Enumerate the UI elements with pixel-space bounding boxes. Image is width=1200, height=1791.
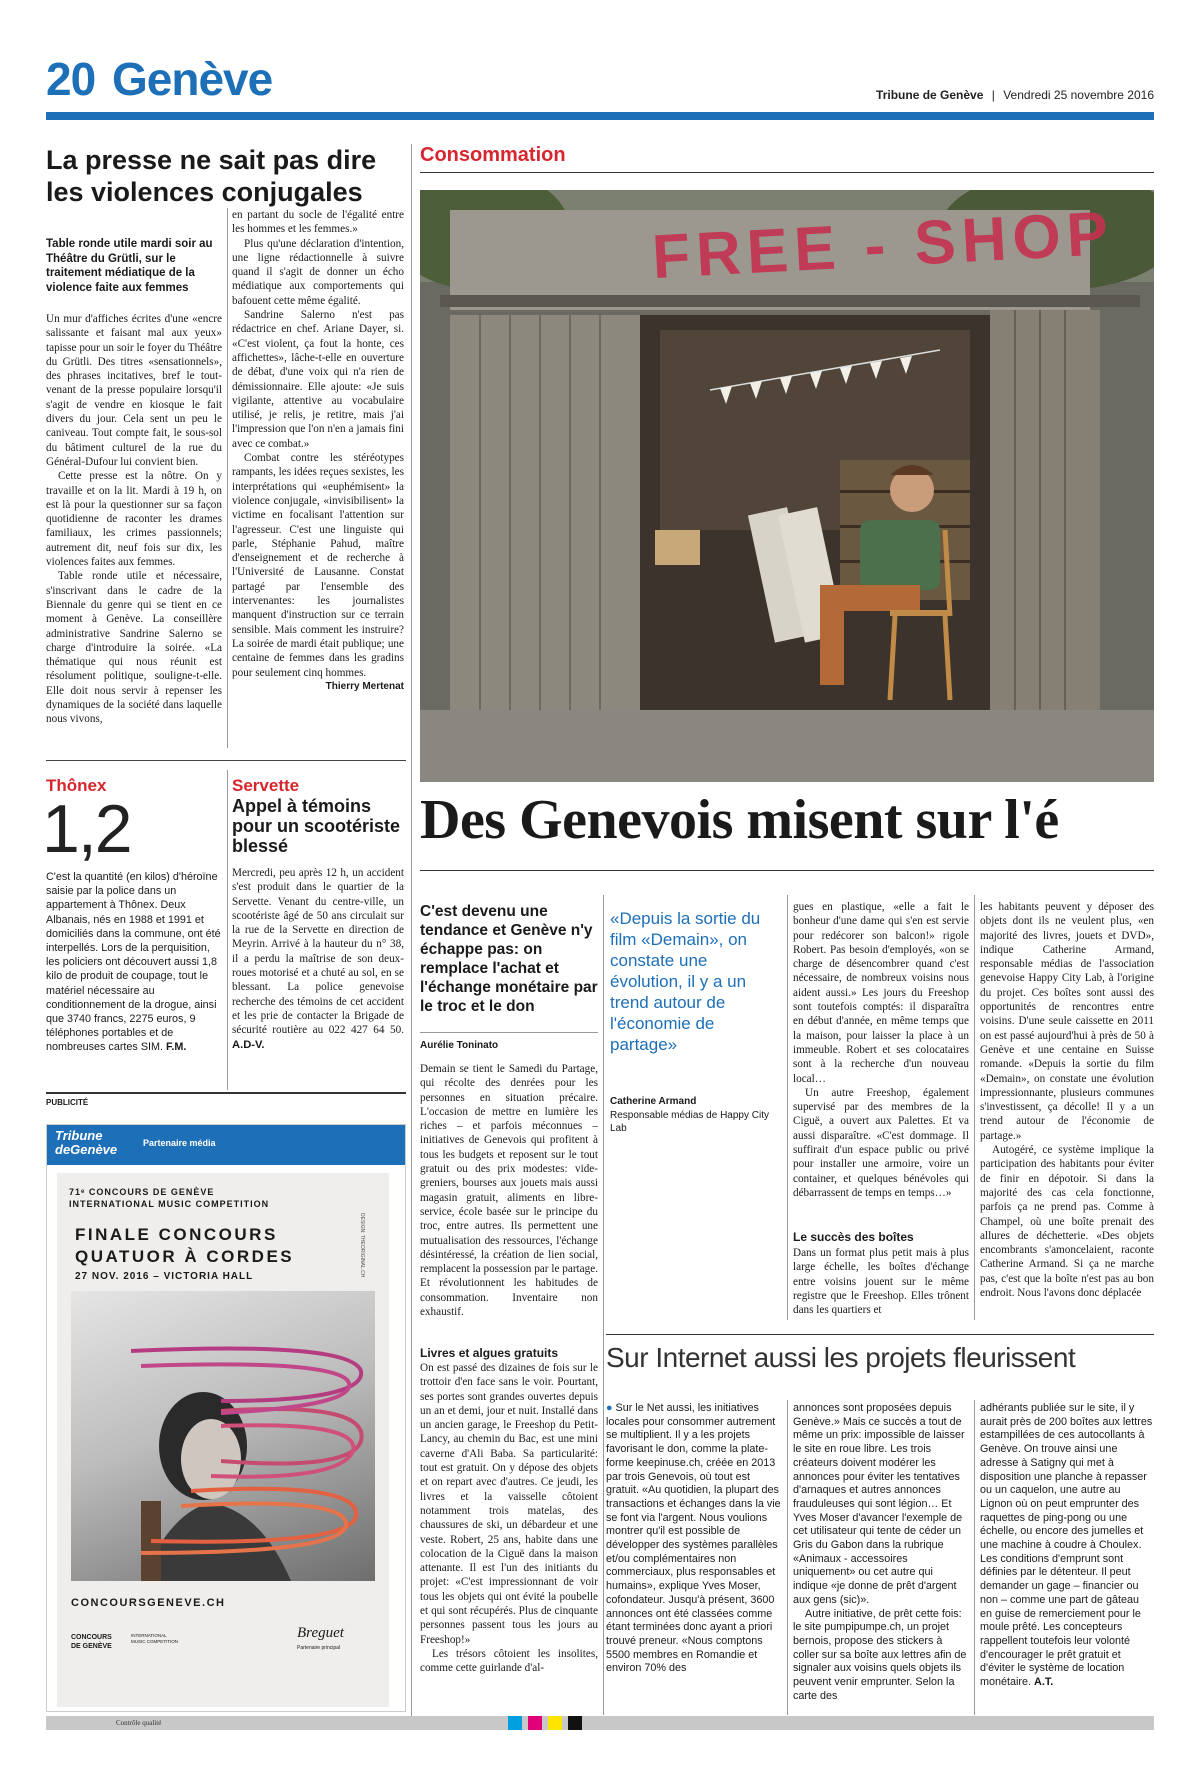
section-divider: [46, 1092, 406, 1094]
thonex-big-number: 1,2: [42, 791, 131, 867]
ad-side-credit: DESIGN: THEORIGINAL.CH: [359, 1213, 365, 1278]
ad-footer-logo: CONCOURS DE GENÈVE: [71, 1634, 112, 1650]
consommation-col1b: On est passé des dizaines de fois sur le trottoir d'en face sans le voir. Pourtant, ses portes sont grandes ouvertes depuis un an et demi, jour et nuit. Installé dans un ancien garage, le Freeshop du Petit-Lancy, au chemin du Bac, est une mini caverne d'Ali Baba. Sa particularité: tout est gratuit. On y dépose des objets et on repart avec d'autres. Ce jeudi, les livres et la vaisselle côtoient notamment trois matelas, des chaussures de ski, un débardeur et une veste. Robert, 25 ans, habite dans une colocation de la Ciguë dans la maison attenante. Il est l'un des initiants du projet: «C'est impressionnant de voir tous les objets qui ont évité la poubelle et qui sont récupérés. Plus de cinquante personnes passent tous les jours au Freeshop!» Les trésors côtoient les insolites, comme cette guirlande d'al-: [420, 1362, 598, 1675]
quality-control: Contrôle qualité: [116, 1719, 162, 1727]
servette-text: Mercredi, peu après 12 h, un accident s'est produit dans le quartier de la Servette. Venant du centre-ville, un scootériste âgé de 50 ans circulait sur la rue de la Servette en direction de Meyrin. Arrivé à la hauteur du n° 38, il a perdu la maîtrise de son deux-roues motorisé et a chuté au sol, en se blessant. La police genevoise recherche des témoins de cet accident et les prie de contacter la Brigade de sécurité routière au 022 427 64 50. A.D-V.: [232, 867, 404, 1051]
ad-line2: INTERNATIONAL MUSIC COMPETITION: [69, 1199, 270, 1209]
section-divider: [606, 1334, 1154, 1335]
issue-date: Vendredi 25 novembre 2016: [1003, 88, 1154, 102]
header-dateline: Tribune de Genève | Vendredi 25 novembre 2016: [876, 88, 1154, 102]
consommation-subhead1: Livres et algues gratuits: [420, 1346, 559, 1360]
section-divider: [46, 760, 406, 761]
thonex-kicker: Thônex: [46, 776, 107, 795]
ad-poster: [57, 1173, 389, 1707]
section-divider: [420, 1032, 598, 1033]
servette-title: Appel à témoins pour un scootériste blessé: [232, 796, 401, 856]
freeshop-photo: [420, 190, 1154, 782]
consommation-subhead2: Le succès des boîtes: [793, 1230, 914, 1244]
column-divider: [787, 895, 788, 1320]
internet-col1: ● Sur le Net aussi, les initiatives locales pour consommer autrement se multiplient. Il y a les projets favorisant le don, comme la plate-forme keepinuse.ch, créée en 2013 par trois Genevois, où tout est gratuit. «Au quotidien, la plupart des transactions et échanges dans la vie se font via l'argent. Nous voulions montrer qu'il est possible de développer des systèmes parallèles et/ou complémentaires non commerciaux, plus responsables et humains», explique Yves Moser, cofondateur. Jusqu'à présent, 3600 annonces ont été classées comme étant terminées donc ayant a priori trouvé preneur. «Nous comptons 5500 membres en Romandie et environ 70% des: [606, 1402, 781, 1675]
presse-title: La presse ne sait pas dire les violences conjugales: [46, 145, 377, 207]
consommation-col1: Demain se tient le Samedi du Partage, qui récolte des denrées pour les personnes en situation précaire. L'occasion de mettre en lumière les riches – et parfois méconnues – initiatives de Genevois qui profitent à tous les budgets et reposent sur le tout gratuit ou des prix modestes: vide-greniers, bourses aux jouets mais aussi magasin gratuit, aliments en libre-service, école basée sur le principe du troc, entre autres. Ils permettent une mutualisation des ressources, l'échange désintéressé, la création de lien social, remplacent la possession par le partage. Et révolutionnent les habitudes de consommation. Inventaire non exhaustif.: [420, 1063, 598, 1319]
bullet-icon: ●: [606, 1402, 613, 1414]
column-divider: [974, 895, 975, 1320]
ad-sponsor: Breguet: [297, 1625, 344, 1641]
consommation-col4: les habitants peuvent y déposer des objets dont ils ne veulent plus, «en majorité des livres, jouets et DVD», indique Catherine Armand, responsable médias de l'association genevoise Happy City Lab, à l'origine du projet. Ces boîtes sont aussi des opportunités de rencontres entre voisins. D'une seule caissette en 2011 on est passé aujourd'hui à près de 50 à Genève et une centaine en Suisse romande. «Depuis la sortie du film «Demain», on constate une évolution impressionnante, plusieurs communes s'investissent, ça décolle! Il y a un trend autour de l'économie de partage.» Autogéré, ce système implique la participation des habitants pour éviter de finir en dépotoir. Si dans la majorité des cas cela fonctionne, parfois ça ne prend pas. Comme à Champel, où une boîte prenait des allures de déchetterie. «Des objets encombrants s'amoncelaient, raconte Catherine Armand. Si ça ne marche pas, c'est que la boîte n'est pas au bon endroit. Nous l'avons donc déplacée: [980, 901, 1154, 1300]
internet-title: Sur Internet aussi les projets fleurissent: [606, 1342, 1076, 1373]
quote-role: Responsable médias de Happy City Lab: [610, 1110, 769, 1134]
publication-name: Tribune de Genève: [876, 88, 984, 102]
ad-sponsor-sub: Partenaire principal: [297, 1645, 341, 1651]
cmyk-magenta: [528, 1716, 542, 1730]
presse-col1: Un mur d'affiches écrites d'une «encre salissante et faisant mal aux yeux» tapisse pour un soir le foyer du Théâtre du Grütli. Des titres «sensationnels», des phrases incitatives, bref le tout-venant de la presse populaire lorsqu'il s'agit de vendre en kiosque le fait divers du jour. Cela sent un peu le caniveau. Tout compte fait, le sous-sol du bâtiment culturel de la rue du Général-Dufour lui convient bien. Cette presse est la nôtre. On y travaille et on la lit. Mardi à 19 h, on est là pour la questionner sur sa façon quotidienne de raconter les drames familiaux, les crimes passionnels; autrement dit, neuf fois sur dix, les violences faites aux femmes. Table ronde utile et nécessaire, s'inscrivant dans le cadre de la Biennale du genre qui se tient en ce moment à Genève. La conseillère administrative Sandrine Salerno se charge d'introduire la soirée. «La thématique qui nous réunit est résolument politique, souligne-t-elle. Elle doit nous servir à repenser les dynamiques de la société dans laquelle nous vivons,: [46, 313, 222, 726]
consommation-headline: Des Genevois misent sur l'é: [420, 789, 1059, 851]
quote-author: Catherine Armand: [610, 1096, 697, 1107]
cmyk-yellow: [548, 1716, 562, 1730]
internet-col2: annonces sont proposées depuis Genève.» Mais ce succès a tout de même un prix: impossible de laisser le site en roue libre. Les trois créateurs doivent modérer les annonces pour éviter les tentatives d'arnaques et autres annonces frauduleuses qui sont légion… Et Yves Moser d'avancer l'exemple de cet utilisateur qui tente de céder un Gris du Gabon dans la rubrique «Animaux - accessoires uniquement» ou cet autre qui indique «je donne de prêt d'argent aux gens (sic)». Autre initiative, de prêt cette fois: le site pumpipumpe.ch, un projet bernois, propose des stickers à coller sur sa boîte aux lettres afin de signaler aux voisins quels objets ils peuvent venir emprunter. Selon la carte des: [793, 1402, 967, 1702]
section-divider: [420, 870, 1154, 871]
ad-musician-illustration: [71, 1291, 375, 1581]
internet-author: A.T.: [1034, 1676, 1054, 1689]
consommation-author: Aurélie Toninato: [420, 1040, 499, 1051]
column-divider: [974, 1400, 975, 1715]
column-divider: [411, 144, 412, 1724]
cmyk-black: [568, 1716, 582, 1730]
ad-logo: Tribune deGenève: [55, 1128, 118, 1157]
column-divider: [787, 1400, 788, 1715]
ad-block[interactable]: [46, 1124, 406, 1712]
ad-topbar: [47, 1125, 405, 1165]
column-divider: [603, 895, 604, 1715]
footer-bar: [46, 1716, 1154, 1730]
column-divider: [227, 208, 228, 748]
consommation-col3: gues en plastique, «elle a fait le bonheur d'une dame qui s'en est servie pour redécorer son balcon!» rigole Robert. Pas besoin d'employés, «on se charge de désencombrer quand c'est nécessaire, de nombreux voisins nous aident aussi.» Les jours du Freeshop sont toutefois comptés: il disparaîtra en début d'année, en même temps que la maison, pour laisser la place à un immeuble. Robert et ses colocataires sont à la recherche d'un nouveau local… Un autre Freeshop, également supervisé par des membres de la Ciguë, a ouvert aux Palettes. Et va aussi disparaître. «C'est dommage. Il suffirait d'un espace public ou privé pour installer une armoire, voire un container, et quelques bénévoles qui débarrassent de temps en temps…»: [793, 901, 969, 1199]
freeshop-sign: FREE - SHOP: [650, 198, 1116, 293]
ad-date-venue: 27 NOV. 2016 – VICTORIA HALL: [75, 1271, 254, 1282]
presse-lead: Table ronde utile mardi soir au Théâtre du Grütli, sur le traitement médiatique de la violence faite aux femmes: [46, 238, 213, 294]
ad-headline1: FINALE CONCOURS: [75, 1225, 278, 1244]
section-title: Genève: [112, 53, 273, 105]
pull-quote: «Depuis la sortie du film «Demain», on constate une évolution, il y a un trend autour de l'économie de partage»: [610, 909, 761, 1054]
servette-author: A.D-V.: [232, 1038, 265, 1051]
internet-col3: adhérants publiée sur le site, il y aurait près de 200 boîtes aux lettres estampillées de ces autocollants à Genève. On trouve ainsi une adresse à Satigny qui met à disposition une planche à repasser ou un caquelon, une autre au Lignon où on peut emprunter des raquettes de ping-pong ou une échelle, ou encore des jumelles et une machine à coudre à Choulex. Les conditions d'emprunt sont définies par le détenteur. Il peut demander un gage – financier ou non – comme une part de gâteau en guise de remerciement pour le moule prêté. Les concepteurs rappellent toutefois leur volonté d'encourager le prêt gratuit et d'éviter le système de location monétaire. A.T.: [980, 1402, 1153, 1689]
ad-headline2: QUATUOR À CORDES: [75, 1247, 295, 1266]
ad-partner: Partenaire média: [143, 1138, 216, 1148]
section-divider: [420, 172, 1154, 173]
thonex-text: C'est la quantité (en kilos) d'héroïne saisie par la police dans un appartement à Thônex. Deux Albanais, nés en 1988 et 1991 et domiciliés dans la commune, ont été interpellés. Lors de la perquisition, les policiers ont découvert aussi 1,8 kilo de produit de coupage, tout le matériel nécessaire au conditionnement de la drogue, ainsi que 3740 francs, 2275 euros, 9 téléphones portables et de nombreuses cartes SIM. F.M.: [46, 871, 221, 1054]
column-divider: [227, 770, 228, 1090]
page-number: 20: [46, 53, 96, 105]
ad-footer-small: INTERNATIONAL MUSIC COMPETITION: [131, 1633, 178, 1644]
cmyk-cyan: [508, 1716, 522, 1730]
consommation-kicker: Consommation: [420, 144, 566, 166]
servette-kicker: Servette: [232, 776, 300, 795]
presse-col2: en partant du socle de l'égalité entre les hommes et les femmes.» Plus qu'une déclaration d'intention, une ligne rédactionnelle à suivre quand il s'agit de donner un écho médiatique aux comportements qui bafouent cette même égalité. Sandrine Salerno n'est pas rédactrice en chef. Ariane Dayer, si. «C'est violent, ça fout la honte, ces affichettes», lâche-t-elle en ouverture de débat, d'une voix qui n'a rien de démissionnaire. Elle ajoute: «Je suis vigilante, attentive au vocabulaire utilisé, je relis, je retitre, mais j'ai l'impression que l'on n'en a jamais fini avec ce combat.» Combat contre les stéréotypes rampants, les idées reçues sexistes, les interprétations qui «euphémisent» la violence conjugale, «invisibilisent» la victime en focalisant l'attention sur l'agresseur. C'est une linguiste qui parle, Stéphanie Pahud, maître d'enseignement et de recherche à l'Université de Lausanne. Constat partagé par l'ensemble des intervenantes: les journalistes manquent d'instruction sur ce terrain sensible. Mais comment les instruire? La soirée de mardi était publique; une centaine de femmes dans les gradins pour seulement cinq hommes. Thierry Mertenat: [232, 208, 404, 694]
consommation-deck: C'est devenu une tendance et Genève n'y échappe pas: on remplace l'achat et l'échange monétaire par le troc et le don: [420, 903, 598, 1015]
ad-label: PUBLICITÉ: [46, 1098, 89, 1107]
presse-author: Thierry Mertenat: [325, 680, 404, 692]
ad-photo: [71, 1291, 375, 1581]
thonex-author: F.M.: [166, 1041, 187, 1054]
consommation-col3b: Dans un format plus petit mais à plus large échelle, les boîtes d'échange entre voisins jouent sur le même registre que le Freeshop. Elles trônent dans les quartiers et: [793, 1247, 969, 1317]
header-rule: [46, 112, 1154, 120]
ad-line1: 71ᵉ CONCOURS DE GENÈVE: [69, 1187, 215, 1197]
ad-url[interactable]: CONCOURSGENEVE.CH: [71, 1597, 226, 1609]
